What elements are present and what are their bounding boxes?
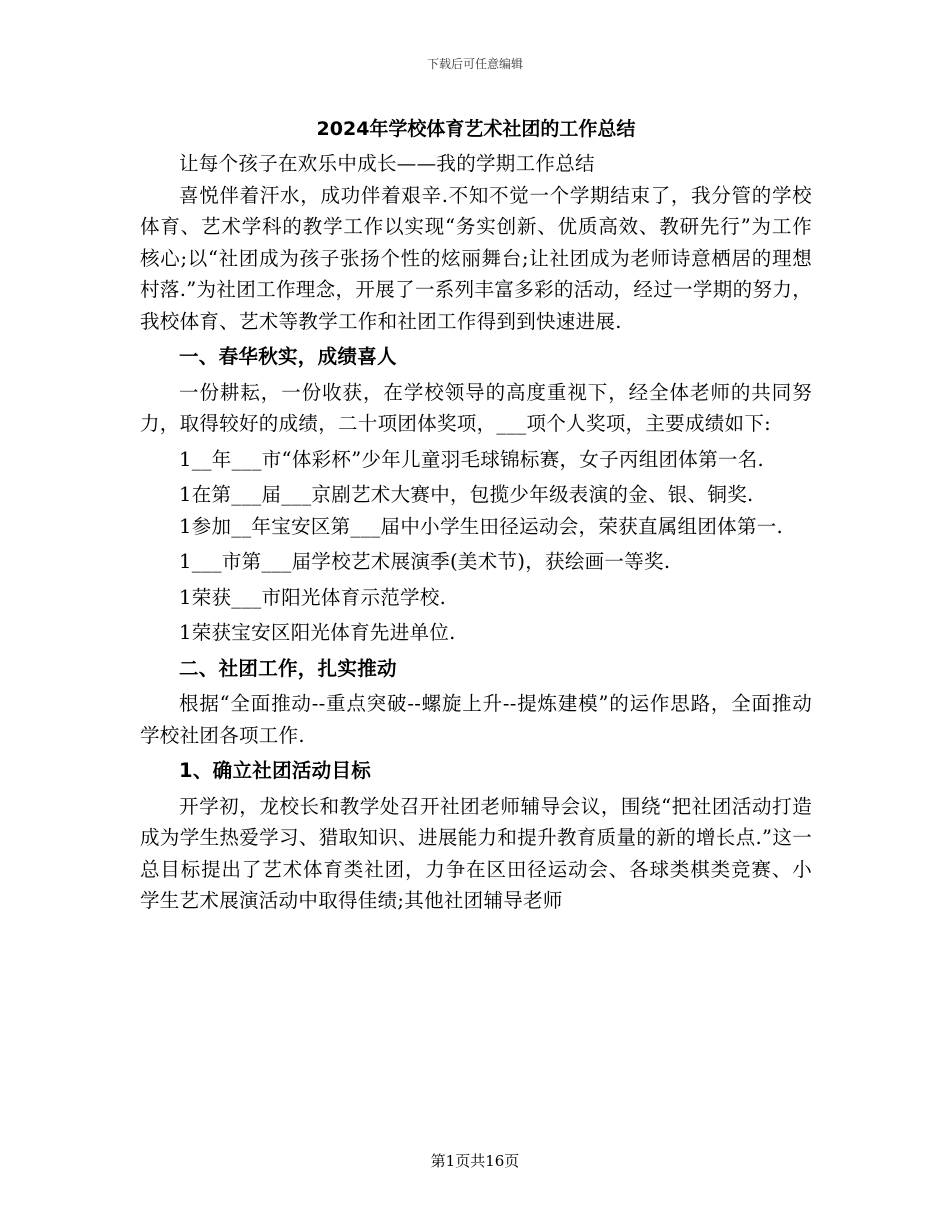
section-heading-clubs: 二、社团工作，扎实推动 [179, 656, 397, 680]
achievement-item-sunshine-unit: 1荣获宝安区阳光体育先进单位. [179, 621, 456, 644]
achievement-item-peking-opera: 1在第___届___京剧艺术大赛中，包揽少年级表演的金、银、铜奖. [179, 483, 754, 506]
intro-paragraph: 喜悦伴着汗水，成功伴着艰辛.不知不觉一个学期结束了，我分管的学校体育、艺术学科的教学工作以实现“务实创新、优质高效、教研先行”为工作核心;以“社团成为孩子张扬个性的炫丽舞台;让社团成为老师诗意栖居的理想村落.”为社团工作理念，开展了一系列丰富多彩的活动，经过一学期的努力，我校体育、艺术等教学工作和社团工作得到到快速进展. [140, 183, 812, 333]
section-heading-achievements: 一、春华秋实，成绩喜人 [179, 345, 397, 368]
subsection-heading-goals: 1、确立社团活动目标 [179, 759, 372, 782]
achievement-item-track-field: 1参加__年宝安区第___届中小学生田径运动会，荣获直属组团体第一. [179, 514, 784, 538]
document-body [140, 114, 812, 917]
achievement-item-badminton: 1__年___市“体彩杯”少年儿童羽毛球锦标赛，女子丙组团体第一名. [179, 447, 764, 471]
achievement-item-sunshine-school: 1荣获___市阳光体育示范学校. [179, 585, 447, 609]
clubs-intro-paragraph: 根据“全面推动--重点突破--螺旋上升--提炼建模”的运作思路，全面推动学校社团各项工作. [140, 692, 812, 747]
subtitle-paragraph: 让每个孩子在欢乐中成长——我的学期工作总结 [179, 152, 595, 175]
page-header: 下载后可任意编辑 [426, 57, 523, 71]
achievements-intro-paragraph: 一份耕耘，一份收获，在学校领导的高度重视下，经全体老师的共同努力，取得较好的成绩，二十项团体奖项，___项个人奖项，主要成绩如下: [140, 380, 812, 435]
page-number-footer: 第1页共16页 [430, 1152, 520, 1170]
goals-paragraph: 开学初，龙校长和教学处召开社团老师辅导会议，围绕“把社团活动打造成为学生热爱学习、猎取知识、进展能力和提升教育质量的新的增长点.”这一总目标提出了艺术体育类社团，力争在区田径运动会、各球类棋类竞赛、小学生艺术展演活动中取得佳绩;其他社团辅导老师 [140, 794, 812, 912]
achievement-item-art-festival: 1___市第___届学校艺术展演季(美术节)，获绘画一等奖. [179, 550, 671, 573]
document-title: 2024年学校体育艺术社团的工作总结 [316, 118, 636, 140]
